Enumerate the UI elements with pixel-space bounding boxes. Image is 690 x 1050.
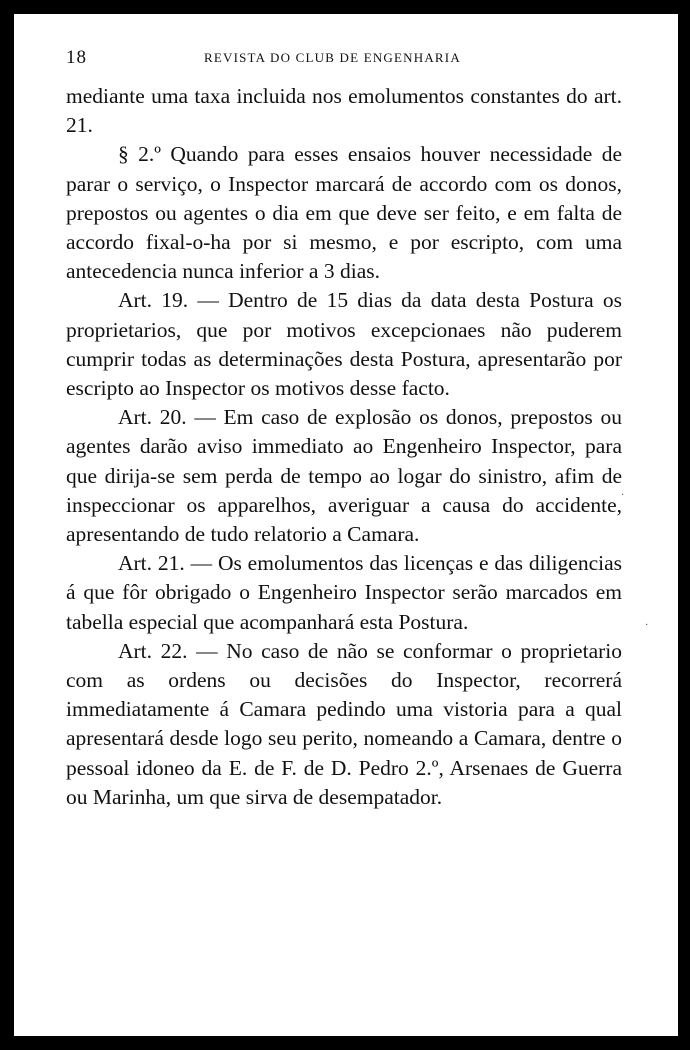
speck-mark: · bbox=[645, 620, 649, 631]
page-number: 18 bbox=[66, 47, 87, 68]
document-page bbox=[14, 14, 678, 1036]
body-text bbox=[66, 82, 625, 812]
paragraph-art-19: Art. 19. — Dentro de 15 dias da data desta Postura os proprietarios, que por motivos excepcionaes não puderem cumprir todas as determinações desta Postura, apresentarão por escripto ao Inspector os motivos desse facto. bbox=[66, 288, 622, 401]
running-head: REVISTA DO CLUB DE ENGENHARIA bbox=[204, 50, 461, 65]
paragraph-section-2: § 2.º Quando para esses ensaios houver necessidade de parar o serviço, o Inspector marcará de accordo com os donos, prepostos ou agentes o dia em que deve ser feito, e em falta de accordo fixal-o-ha por si mesmo, e por escripto, com uma antecedencia nunca inferior a 3 dias. bbox=[66, 142, 622, 284]
speck-mark: · bbox=[621, 490, 625, 501]
paragraph-continuation: mediante uma taxa incluida nos emolumentos constantes do art. 21. bbox=[66, 84, 622, 138]
paragraph-art-22: Art. 22. — No caso de não se conformar o proprietario com as ordens ou decisões do Inspector, recorrerá immediatamente á Camara pedindo uma vistoria para a qual apresentará desde logo seu perito, nomeando a Camara, dentre o pessoal idoneo da E. de F. de D. Pedro 2.º, Arsenaes de Guerra ou Marinha, um que sirva de desempatador. bbox=[66, 638, 622, 809]
paragraph-art-21: Art. 21. — Os emolumentos das licenças e das diligencias á que fôr obrigado o Engenheiro Inspector serão marcados em tabella especial que acompanhará esta Postura. bbox=[66, 551, 622, 634]
paragraph-art-20: Art. 20. — Em caso de explosão os donos, prepostos ou agentes darão aviso immediato ao Engenheiro Inspector, para que dirija-se sem perda de tempo ao logar do sinistro, afim de inspeccionar os apparelhos, averiguar a causa do accidente, apresentando de tudo relatorio a Camara. bbox=[66, 405, 622, 547]
